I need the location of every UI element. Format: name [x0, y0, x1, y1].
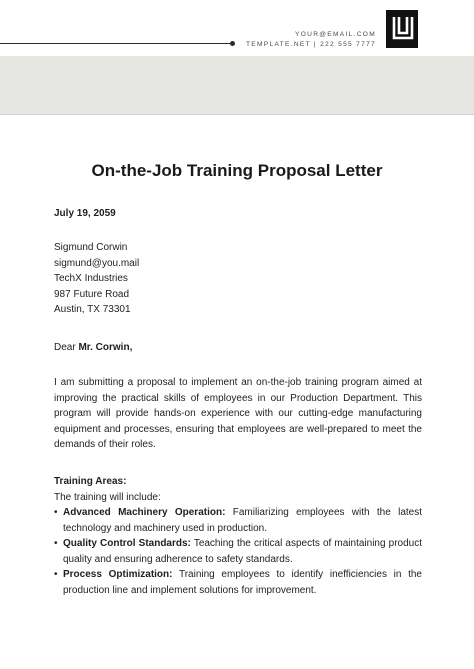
header-rule-dot	[230, 41, 235, 46]
greeting-prefix: Dear	[54, 342, 79, 353]
list-item	[54, 505, 422, 536]
list-item-text: Training employees to identify inefficiencies in the production line and implement solutions for improvement.	[63, 569, 422, 596]
greeting-name: Mr. Corwin,	[78, 342, 133, 353]
document-title: On-the-Job Training Proposal Letter	[91, 161, 383, 180]
header-contact	[246, 30, 376, 50]
training-areas-list	[54, 505, 422, 598]
bullet-icon: •	[54, 507, 58, 518]
recipient-name: Sigmund Corwin	[54, 242, 128, 253]
greeting	[54, 340, 422, 356]
training-areas-section	[54, 474, 422, 598]
training-areas-heading: Training Areas:	[54, 476, 127, 487]
band-divider	[0, 114, 474, 115]
list-item-label: Quality Control Standards:	[63, 538, 191, 549]
list-item-text: Familiarizing employees with the latest technology and machinery used in production.	[63, 507, 422, 534]
recipient-email: sigmund@you.mail	[54, 257, 140, 269]
recipient-block	[54, 240, 422, 318]
recipient-street: 987 Future Road	[54, 288, 130, 300]
header-site-phone: TEMPLATE.NET | 222 555 7777	[245, 41, 376, 48]
recipient-city: Austin, TX 73301	[54, 304, 131, 315]
training-areas-lead: The training will include:	[54, 491, 161, 503]
list-item-label: Process Optimization:	[63, 569, 173, 580]
bullet-icon: •	[54, 569, 58, 580]
intro-paragraph: I am submitting a proposal to implement an on-the-job training program aimed at improving the practical skills of employees in our Production Department. This program will provide hands-on experience with our cutting-edge manufacturing equipment and processes, ensuring that employees are well-prepared to meet the demands of their roles.	[54, 377, 422, 450]
header-email: YOUR@EMAIL.COM	[295, 31, 376, 38]
header-band	[0, 56, 474, 114]
bullet-icon: •	[54, 538, 58, 549]
monogram-logo-icon	[386, 10, 418, 48]
list-item	[54, 567, 422, 598]
list-item-text: Teaching the critical aspects of maintaining product quality and ensuring adherence to safety standards.	[63, 538, 422, 565]
list-item-label: Advanced Machinery Operation:	[63, 507, 226, 518]
recipient-company: TechX Industries	[54, 273, 128, 284]
letter-date: July 19, 2059	[54, 208, 116, 219]
header-rule	[0, 43, 232, 44]
list-item	[54, 536, 422, 567]
